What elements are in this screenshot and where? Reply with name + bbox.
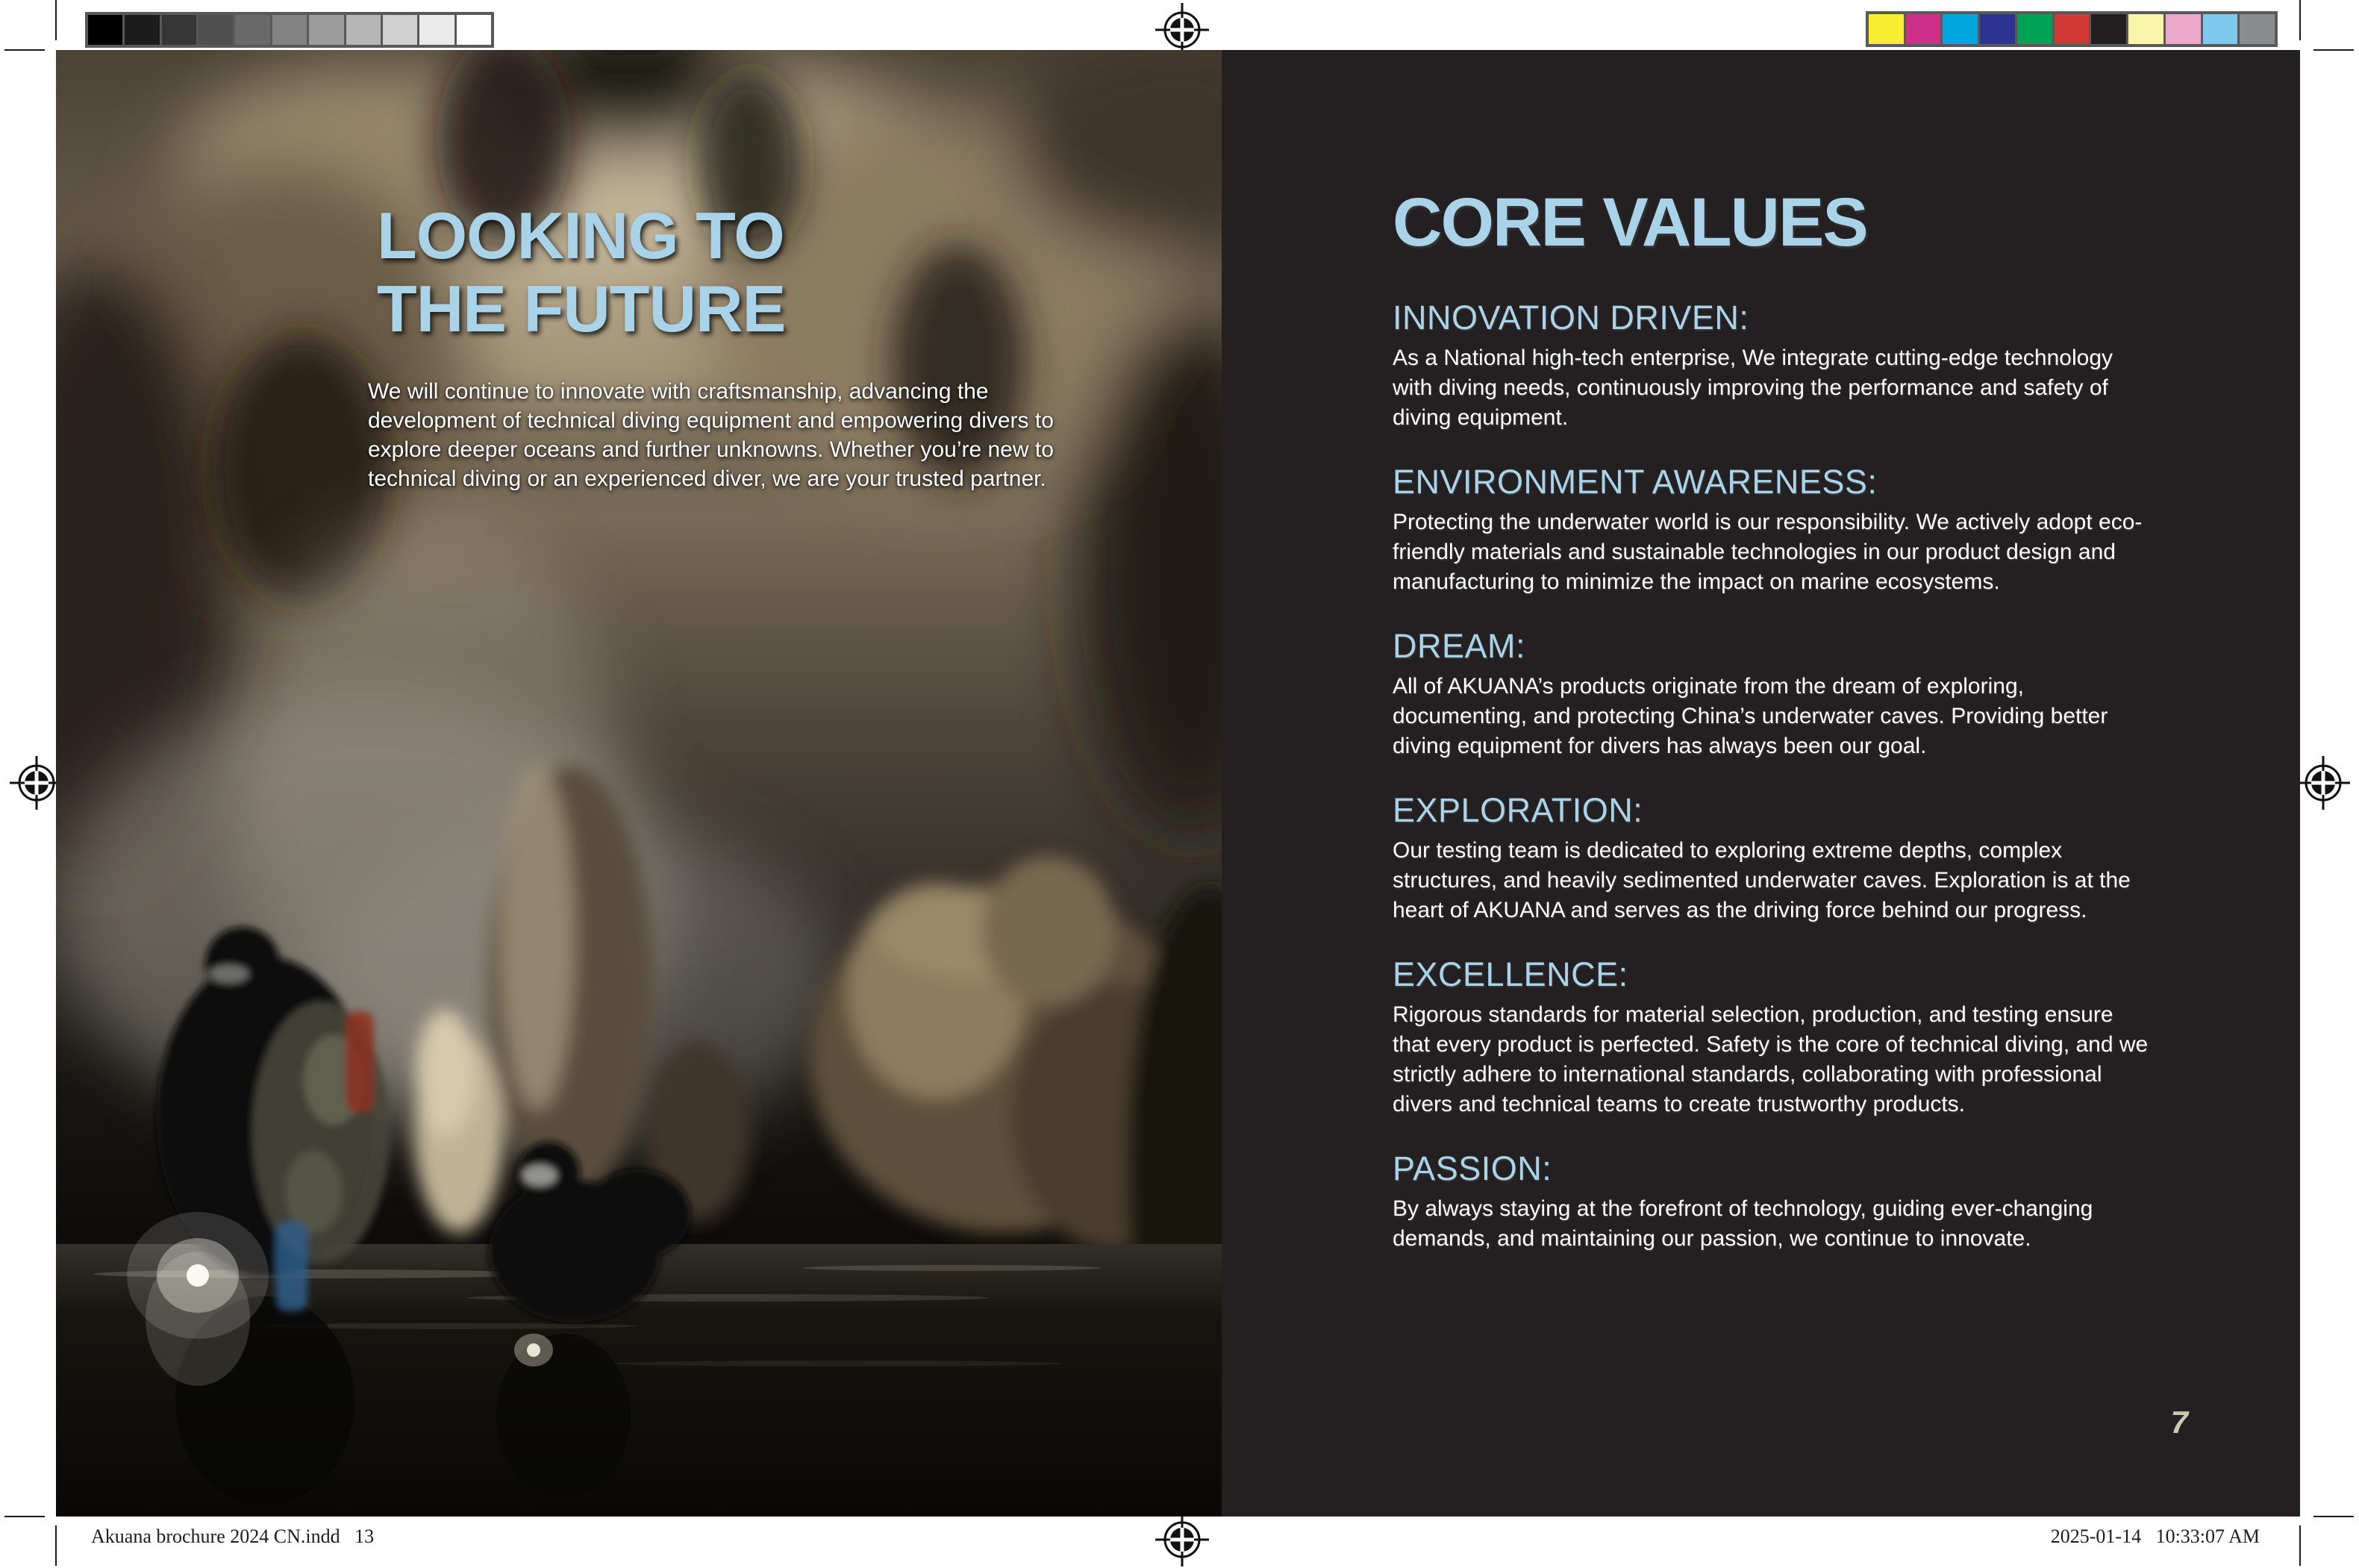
section-heading: EXCELLENCE:	[1393, 955, 1628, 993]
registration-mark-icon	[1155, 1513, 1209, 1567]
color-swatch	[2240, 14, 2275, 44]
crop-mark	[55, 1525, 57, 1566]
registration-mark-icon	[1155, 3, 1209, 57]
gray-swatch	[272, 15, 307, 45]
color-swatch	[2017, 14, 2052, 44]
page-title	[377, 199, 785, 346]
gray-swatch	[235, 15, 269, 45]
gray-swatch	[346, 15, 381, 45]
crop-mark	[4, 49, 45, 51]
intro-paragraph: We will continue to innovate with craftsmanship, advancing the development of technical diving equipment and empowering divers to explore deeper oceans and further unknowns. Whether you’re new to technical diving or an experienced diver, we are your trusted partner.	[368, 379, 1054, 491]
color-swatch	[1869, 14, 1904, 44]
crop-mark	[2313, 49, 2354, 51]
section-body: As a National high-tech enterprise, We integrate cutting-edge technology with diving needs, continuously improving the performance and safety of diving equipment.	[1393, 346, 2113, 430]
crop-mark	[2313, 1516, 2354, 1517]
gray-swatch	[162, 15, 196, 45]
section-body: By always staying at the forefront of technology, guiding ever-changing demands, and maintaining our passion, we continue to innovate.	[1393, 1196, 2093, 1251]
core-values-content	[1393, 50, 2169, 1284]
color-swatch	[2128, 14, 2163, 44]
section-heading: DREAM:	[1393, 627, 1526, 665]
gray-swatch	[383, 15, 417, 45]
section-body: Protecting the underwater world is our responsibility. We actively adopt eco-friendly materials and sustainable technologies in our product design and manufacturing to minimize the impact on marine ecosystems.	[1393, 510, 2143, 594]
gray-swatch	[125, 15, 159, 45]
color-swatch	[1980, 14, 2015, 44]
crop-mark	[2299, 0, 2301, 40]
gray-swatch	[88, 15, 122, 45]
color-swatch	[2203, 14, 2238, 44]
color-swatch	[1943, 14, 1978, 44]
color-calibration-bar	[1866, 11, 2278, 47]
color-swatch	[2091, 14, 2126, 44]
section-body: Rigorous standards for material selection, production, and testing ensure that every product is perfected. Safety is the core of technical diving, and we strictly adhere to international standards, collaborating with professional divers and technical teams to create trustworthy products.	[1393, 1002, 2149, 1116]
section-body: Our testing team is dedicated to exploring extreme depths, complex structures, and heavily sedimented underwater caves. Exploration is at the heart of AKUANA and serves as the driving force behind our progress.	[1393, 838, 2131, 922]
value-section	[1393, 791, 2169, 925]
crop-mark	[2299, 1525, 2301, 1566]
grayscale-calibration-bar	[85, 12, 494, 48]
section-heading: EXPLORATION:	[1393, 791, 1643, 829]
crop-mark	[4, 1516, 45, 1517]
value-section	[1393, 627, 2169, 761]
page-title-line2: THE FUTURE	[377, 272, 786, 346]
section-heading: PASSION:	[1393, 1149, 1552, 1187]
gray-swatch	[419, 15, 454, 45]
page-title: CORE VALUES	[1393, 184, 1867, 260]
slug-filename: Akuana brochure 2024 CN.indd 13	[91, 1525, 375, 1547]
gray-swatch	[199, 15, 233, 45]
right-page	[1222, 50, 2300, 1517]
left-page	[56, 50, 1222, 1517]
registration-mark-icon	[2296, 756, 2350, 810]
gray-swatch	[457, 15, 491, 45]
value-section	[1393, 299, 2169, 433]
value-section	[1393, 1149, 2169, 1254]
crop-mark	[55, 0, 57, 40]
color-swatch	[2166, 14, 2201, 44]
color-swatch	[2055, 14, 2090, 44]
gray-swatch	[309, 15, 343, 45]
section-body: All of AKUANA’s products originate from the dream of exploring, documenting, and protecting China’s underwater caves. Providing better diving equipment for divers has always been our goal.	[1393, 674, 2108, 758]
slug-datetime: 2025-01-14 10:33:07 AM	[2050, 1525, 2260, 1547]
section-heading: INNOVATION DRIVEN:	[1393, 299, 1749, 337]
section-heading: ENVIRONMENT AWARENESS:	[1393, 463, 1878, 501]
color-swatch	[1906, 14, 1941, 44]
page-number: 7	[2170, 1405, 2188, 1440]
value-section	[1393, 463, 2169, 597]
value-section	[1393, 955, 2169, 1119]
page-title-line1: LOOKING TO	[377, 199, 784, 272]
